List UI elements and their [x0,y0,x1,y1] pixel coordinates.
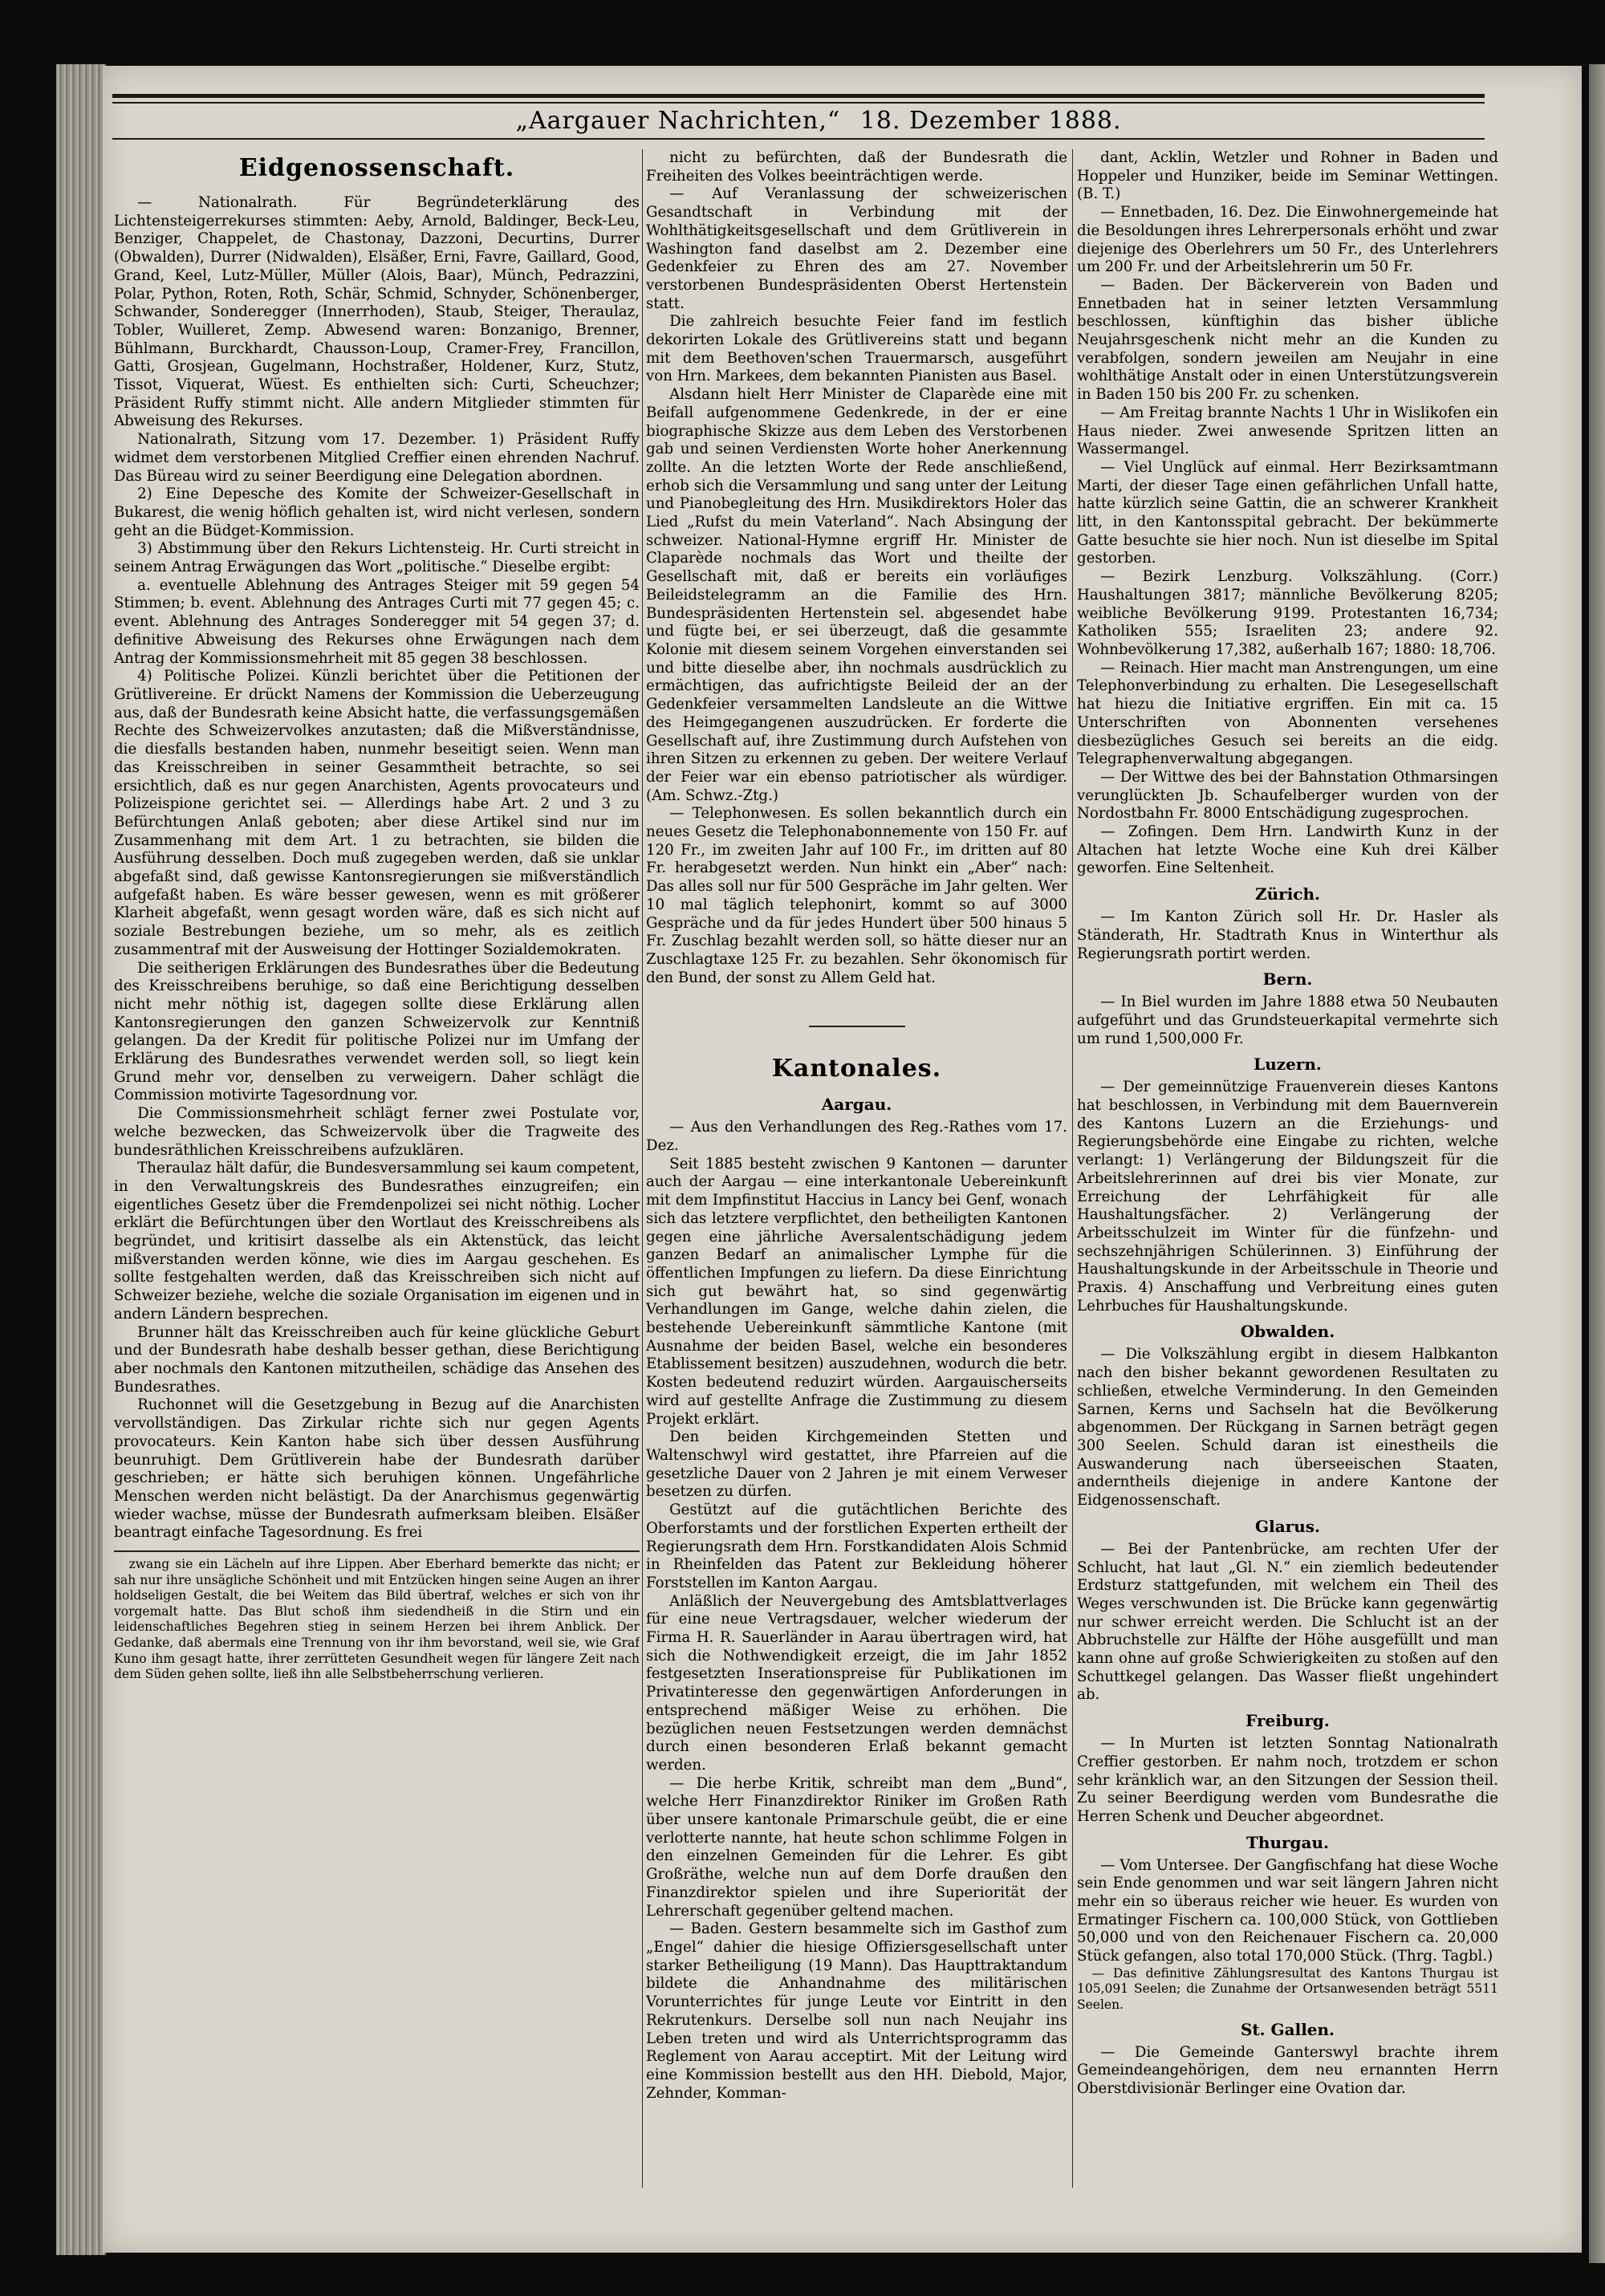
article-paragraph: Die Commissionsmehrheit schlägt ferner zwei Postulate vor, welche bezwecken, das Schweizervolk über die Tragweite des bundesräthlichen Kreisschreibens aufzuklären. [114,1105,640,1159]
article-paragraph: Den beiden Kirchgemeinden Stetten und Waltenschwyl wird gestattet, ihre Pfarreien auf die gesetzliche Dauer von 2 Jahren je mit einem Verweser besetzen zu dürfen. [646,1428,1067,1501]
article-paragraph: Gestützt auf die gutächtlichen Berichte des Oberforstamts und der forstlichen Experten ertheilt der Regierungsrath dem Hrn. Forstkandidaten Alois Schmid in Rheinfelden das Patent zur Bekleidung höherer Forststellen im Kanton Aargau. [646,1502,1067,1591]
article-paragraph: — Der gemeinnützige Frauenverein dieses Kantons hat beschlossen, in Verbindung mit dem Bauernverein des Kantons Luzern an die Erziehungs- und Regierungsbehörde eine Eingabe zu richten, welche verlangt: 1) Verlängerung der Bildungszeit für die Arbeitslehrerinnen auf drei bis vier Monate, zur Erreichung der Lehrfähigkeit für alle Haushaltungsfächer. 2) Verlängerung der Arbeitsschulzeit im Winter für die fünfzehn- und sechszehnjährigen Schülerinnen. 3) Einführung der Haushaltungskunde in der Arbeitsschule in Theorie und Praxis. 4) Anschaffung und Verbreitung eines guten Lehrbuches für Haushaltungskunde. [1077,1079,1498,1315]
section-heading-kantonales: Kantonales. [771,1055,942,1083]
article-paragraph: — Aus den Verhandlungen des Reg.-Rathes vom 17. Dez. [646,1119,1067,1155]
article-paragraph: Alsdann hielt Herr Minister de Claparède eine mit Beifall aufgenommene Gedenkrede, in der er eine biographische Skizze aus dem Leben des Verstorbenen gab und seinen Verdiensten Worte hoher Anerkennung zollte. An die letzten Worte der Rede anschließend, erhob sich die Versammlung und sang unter der Leitung und Pianobegleitung des Hrn. Musikdirektors Holer das Lied „Rufst du mein Vaterland“. Nach Absingung der schweizer. National-Hymne ergriff Hr. Minister de Claparède nochmals das Wort und theilte der Gesellschaft mit, daß er bereits ein vorläufiges Beileidstelegramm an die Familie des Hrn. Bundespräsidenten Hertenstein sel. abgesendet habe und fügte bei, er sei überzeugt, daß die gesammte Kolonie mit diesem seinem Vorgehen einverstanden sei und bitte dieselbe aber, ihn nochmals ausdrücklich zu ermächtigen, das aufrichtigste Beileid der an der Gedenkfeier versammelten Landsleute an die Wittwe des Heimgegangenen auszudrücken. Er forderte die Gesellschaft auf, ihre Zustimmung durch Aufstehen von ihren Sitzen zu erkennen zu geben. Der weitere Verlauf der Feier war ein ebenso patriotischer als würdiger. (Am. Schwz.-Ztg.) [646,386,1067,804]
masthead-rule-top [112,94,1485,98]
article-paragraph: — Vom Untersee. Der Gangfischfang hat diese Woche sein Ende genommen und war seit längern Jahren nicht mehr ein so überaus reicher wie heuer. Es wurden von Ermatinger Fischern ca. 100,000 Stück, von Gottlieben 50,000 und von den Reichenauer Fischern ca. 20,000 Stück gefangen, also total 170,000 Stück. (Thrg. Tagbl.) [1077,1856,1498,1965]
article-paragraph: — Baden. Der Bäckerverein von Baden und Ennetbaden hat in seiner letzten Versammlung beschlossen, künftighin das bisher übliche Neujahrsgeschenk nicht mehr an die Kunden zu verabfolgen, sondern jeweilen am Neujahr in eine wohlthätige Anstalt oder in einen Unterstützungsverein in Baden 150 bis 200 Fr. zu schenken. [1077,276,1498,404]
canton-heading-bern: Bern. [1262,969,1313,990]
article-paragraph: — Ennetbaden, 16. Dez. Die Einwohnergemeinde hat die Besoldungen ihres Lehrerpersonals erhöht und zwar diejenige des Oberlehrers um 50 Fr., des Unterlehrers um 200 Fr. und der Arbeitslehrerin um 50 Fr. [1077,204,1498,276]
article-paragraph: 4) Politische Polizei. Künzli berichtet über die Petitionen der Grütlivereine. Er drückt Namens der Kommission die Ueberzeugung aus, daß der Bundesrath keine Absicht hatte, die verfassungsgemäßen Rechte des Schweizervolkes anzutasten; daß die Mißverständnisse, die diesfalls bestanden haben, nunmehr beseitigt seien. Wenn man das Kreisschreiben in seiner Gesammtheit betrachte, so sei ersichtlich, daß es nur gegen Anarchisten, Agents provocateurs und Polizeispione gerichtet sei. — Allerdings habe Art. 2 und 3 zu Befürchtungen Anlaß geboten; aber diese Artikel sind nur im Zusammenhang mit dem Art. 1 zu betrachten, sie bilden die Ausführung desselben. Doch muß zugegeben werden, daß sie unklar abgefaßt sind, daß gewisse Kantonsregierungen sie mißverständlich aufgefaßt haben. Es wäre besser gewesen, wenn es mit größerer Klarheit abgefaßt, wenn gesagt worden wäre, daß es sich nicht auf soziale Bestrebungen beziehe, um so mehr, als es zeitlich zusammentraf mit der Ausweisung der Hottinger Sozialdemokraten. [114,668,640,958]
article-paragraph: — Das definitive Zählungsresultat des Kantons Thurgau ist 105,091 Seelen; die Zunahme der Ortsanwesenden beträgt 5511 Seelen. [1077,1965,1498,2013]
masthead-rule-bottom [112,138,1485,140]
column-divider [1072,149,1073,2188]
article-paragraph: — Der Wittwe des bei der Bahnstation Othmarsingen verunglückten Jb. Schaufelberger wurden von der Nordostbahn Fr. 8000 Entschädigung zugesprochen. [1077,768,1498,823]
canton-heading-obwalden: Obwalden. [1240,1322,1335,1342]
canton-heading-thurgau: Thurgau. [1246,1832,1329,1852]
article-paragraph: — Auf Veranlassung der schweizerischen Gesandtschaft in Verbindung mit der Wohlthätigkeitsgesellschaft und dem Grütliverein in Washington fand daselbst am 2. Dezember eine Gedenkfeier zu Ehren des am 27. November verstorbenen Bundespräsidenten Oberst Hertenstein statt. [646,185,1067,312]
article-paragraph: — Telephonwesen. Es sollen bekanntlich durch ein neues Gesetz die Telephonabonnemente von 150 Fr. auf 120 Fr., im zweiten Jahr auf 100 Fr., im dritten auf 80 Fr. herabgesetzt werden. Nun hinkt ein „Aber“ nach: Das alles soll nur für 500 Gespräche im Jahr gelten. Wer 10 mal täglich telephonirt, kommt so auf 3000 Gespräche und da für jedes Hundert über 500 hinaus 5 Fr. Zuschlag bezahlt werden soll, so hätte dieser nur an Zuschlagtaxe 125 Fr. zu bezahlen. Sehr ökonomisch für den Bund, der sonst zu Allem Geld hat. [646,805,1067,986]
article-paragraph: Nationalrath, Sitzung vom 17. Dezember. 1) Präsident Ruffy widmet dem verstorbenen Mitglied Creffier einen ehrenden Nachruf. Das Büreau wird zu seiner Beerdigung eine Delegation abordnen. [114,431,640,485]
feuilleton-separator [114,1550,640,1552]
section-divider [809,1026,905,1027]
article-paragraph: dant, Acklin, Wetzler und Rohner in Baden und Hoppeler und Hunziker, beide im Seminar Wettingen. (B. T.) [1077,149,1498,203]
article-paragraph: — Baden. Gestern besammelte sich im Gasthof zum „Engel“ dahier die hiesige Offiziersgesellschaft unter starker Betheiligung (19 Mann). Das Haupttraktandum bildete die Anhandnahme des militärischen Vorunterrichtes für junge Leute vor Eintritt in den Rekrutenkurs. Derselbe soll nun nach Neujahr ins Leben treten und wird als Unterrichtsprogramm das Reglement von Aarau acceptirt. Mit der Leitung wird eine Kommission bestellt aus den HH. Diebold, Major, Zehnder, Komman- [646,1920,1067,2102]
feuilleton-text: zwang sie ein Lächeln auf ihre Lippen. Aber Eberhard bemerkte das nicht; er sah nur ihre unsägliche Schönheit und mit Entzücken hingen seine Augen an ihrer holdseligen Gestalt, die bei Weitem das Bild übertraf, welches er sich von ihr vorgemalt hatte. Das Blut schoß ihm siedendheiß in die Stirn und ein leidenschaftliches Begehren stieg in seinem Herzen bei ihrem Anblick. Der Gedanke, daß abermals eine Trennung von ihr ihm bevorstand, weil sie, wie Graf Kuno ihm gesagt hatte, ihrer zerrütteten Gesundheit wegen für längere Zeit nach dem Süden gehen sollte, ließ ihn alle Selbstbeherrschung verlieren. [114,1557,640,1682]
canton-heading-st-gallen: St. Gallen. [1240,2019,1335,2039]
article-paragraph: nicht zu befürchten, daß der Bundesrath die Freiheiten des Volkes beeinträchtigen werde. [646,149,1067,185]
article-paragraph: 2) Eine Depesche des Komite der Schweizer-Gesellschaft in Bukarest, die wenig höflich gehalten ist, wird nicht verlesen, sondern geht an die Büdget-Kommission. [114,486,640,539]
article-paragraph: Die zahlreich besuchte Feier fand im festlich dekorirten Lokale des Grütlivereins statt und begann mit dem Beethoven'schen Trauermarsch, ausgeführt von Hrn. Markees, dem bekannten Pianisten aus Basel. [646,313,1067,385]
article-paragraph: — Zofingen. Dem Hrn. Landwirth Kunz in der Altachen hat letzte Woche eine Kuh drei Kälber geworfen. Eine Seltenheit. [1077,823,1498,877]
article-paragraph: — Reinach. Hier macht man Anstrengungen, um eine Telephonverbindung zu erhalten. Die Lesegesellschaft hat hiezu die Initiative ergriffen. Ein mit ca. 15 Unterschriften von Abonnenten versehenes diesbezügliches Gesuch sei bereits an die eidg. Telegraphenverwaltung abgegangen. [1077,659,1498,768]
masthead-date: 18. Dezember 1888. [859,107,1122,135]
article-paragraph: — Bezirk Lenzburg. Volkszählung. (Corr.) Haushaltungen 3817; männliche Bevölkerung 8205; weibliche Bevölkerung 9199. Protestanten 16,734; Katholiken 555; Israeliten 23; andere 92. Wohnbevölkerung 17,382, außerhalb 167; 1880: 18,706. [1077,568,1498,658]
article-paragraph: — Viel Unglück auf einmal. Herr Bezirksamtmann Marti, der dieser Tage einen gefährlichen Unfall hatte, hatte kürzlich seine Gattin, die an schwerer Krankheit litt, in den Kantonsspital gebracht. Der bekümmerte Gatte besuchte sie hier noch. Nun ist dieselbe im Spital gestorben. [1077,458,1498,567]
article-paragraph: Brunner hält das Kreisschreiben auch für keine glückliche Geburt und der Bundesrath habe deshalb besser gethan, diese Berichtigung aber nochmals den Kantonen mitzutheilen, schädige das Ansehen des Bundesrathes. [114,1323,640,1396]
article-paragraph: — Die herbe Kritik, schreibt man dem „Bund“, welche Herr Finanzdirektor Riniker im Großen Rath über unsere kantonale Primarschule geübt, die er eine verlotterte nannte, hat heute schon schlimme Folgen in den einzelnen Gemeinden für die Lehrer. Es gibt Großräthe, welche nun auf dem Dorfe draußen den Finanzdirektor spielen und ihre Superiorität der Lehrerschaft gegenüber geltend machen. [646,1774,1067,1920]
section-heading-eidgenossenschaft: Eidgenossenschaft. [238,154,515,182]
book-edge [56,64,106,2255]
canton-heading-glarus: Glarus. [1255,1516,1320,1536]
masthead-title: „Aargauer Nachrichten,“ [515,107,841,135]
page-edge-right [1589,64,1605,2263]
article-paragraph: Theraulaz hält dafür, die Bundesversammlung sei kaum competent, in den Verwaltungskreis des Bundesrathes einzugreifen; ein eigentliches Gesetz über die Fremdenpolizei sei nicht nöthig. Locher erklärt die Befürchtungen über den Wortlaut des Kreisschreibens als begründet, und kritisirt dasselbe als ein Aktenstück, das leicht mißverstanden werden könne, wie dies im Aargau geschehen. Es sollte festgehalten werden, daß das Kreisschreiben sich nicht auf Schweizer beziehe, welche die soziale Organisation im eigenen und in andern Ländern besprechen. [114,1160,640,1323]
article-paragraph: — Am Freitag brannte Nachts 1 Uhr in Wislikofen ein Haus nieder. Zwei anwesende Spritzen litten an Wassermangel. [1077,404,1498,458]
column-2 [646,149,1067,2204]
column-1 [114,149,640,2204]
article-paragraph: — Die Gemeinde Ganterswyl brachte ihrem Gemeindeangehörigen, dem neu ernannten Herrn Oberstdivisionär Berlinger eine Ovation dar. [1077,2043,1498,2098]
article-paragraph: — In Murten ist letzten Sonntag Nationalrath Creffier gestorben. Er nahm noch, trotzdem er schon sehr kränklich war, an den Sitzungen der Session theil. Zu seiner Beerdigung werden vom Bundesrathe die Herren Schenk und Deucher abgeordnet. [1077,1735,1498,1825]
canton-heading-freiburg: Freiburg. [1245,1711,1330,1731]
canton-heading-aargau: Aargau. [821,1095,892,1115]
article-paragraph: — Bei der Pantenbrücke, am rechten Ufer der Schlucht, hat laut „Gl. N.“ ein ziemlich bedeutender Erdsturz stattgefunden, mit welchem ein Theil des Weges verschwunden ist. Die Brücke kann gegenwärtig nur schwer erreicht werden. Die Schlucht ist an der Abbruchstelle zur Hälfte der Höhe ausgefüllt und man kann ohne auf große Schwierigkeiten zu stoßen auf den Schuttkegel gelangen. Das Wasser fließt ungehindert ab. [1077,1540,1498,1704]
article-paragraph: — Nationalrath. Für Begründeterklärung des Lichtensteigerrekurses stimmten: Aeby, Arnold, Baldinger, Beck-Leu, Benziger, Chappelet, de Chastonay, Dazzoni, Decurtins, Durrer (Obwalden), Durrer (Nidwalden), Elsäßer, Erni, Favre, Gaillard, Good, Grand, Keel, Lutz-Müller, Müller (Alois, Baar), Münch, Pedrazzini, Polar, Python, Roten, Roth, Schär, Schmid, Schnyder, Schönenberger, Schwander, Sonderegger (Innerrhoden), Staub, Steiger, Theraulaz, Tobler, Wuilleret, Zemp. Abwesend waren: Bonzanigo, Brenner, Bühlmann, Burckhardt, Chausson-Loup, Cramer-Frey, Francillon, Gatti, Grosjean, Gugelmann, Hochstraßer, Holdener, Kurz, Stutz, Tissot, Viquerat, Wüest. Es enthielten sich: Curti, Scheuchzer; Präsident Ruffy stimmt nicht. Alle andern Mitglieder stimmten für Abweisung des Rekurses. [114,194,640,430]
article-paragraph: — Die Volkszählung ergibt in diesem Halbkanton nach den bisher bekannt gewordenen Resultaten zu schließen, etwelche Verminderung. In den Gemeinden Sarnen, Kerns und Sachseln hat die Bevölkerung abgenommen. Der Rückgang in Sarnen beträgt gegen 300 Seelen. Schuld daran ist einestheils die Auswanderung nach überseeischen Staaten, anderntheils diejenige in andere Kantone der Eidgenossenschaft. [1077,1346,1498,1510]
canton-heading-luzern: Luzern. [1254,1055,1322,1075]
article-paragraph: Anläßlich der Neuvergebung des Amtsblattverlages für eine neue Vertragsdauer, welcher wiederum der Firma H. R. Sauerländer in Aarau übertragen wird, hat sich die Nothwendigkeit erzeigt, die im Jahr 1852 festgesetzten Inserationspreise für Publikationen im Privatinteresse den gegenwärtigen Anforderungen in entsprechend mäßiger Weise zu erhöhen. Die bezüglichen neuen Festsetzungen werden demnächst durch einen besonderen Erlaß bekannt gemacht werden. [646,1592,1067,1774]
article-paragraph: a. eventuelle Ablehnung des Antrages Steiger mit 59 gegen 54 Stimmen; b. event. Ablehnung des Antrages Curti mit 77 gegen 45; c. event. Ablehnung des Antrages Sonderegger mit 54 gegen 37; d. definitive Abweisung des Rekurses ohne Erwägungen nach dem Antrag der Kommissionsmehrheit mit 85 gegen 38 beschlossen. [114,576,640,667]
article-paragraph: — In Biel wurden im Jahre 1888 etwa 50 Neubauten aufgeführt und das Grundsteuerkapital vermehrte sich um rund 1,500,000 Fr. [1077,994,1498,1047]
masthead-rule-thin [112,102,1485,104]
canton-heading-zurich: Zürich. [1255,884,1320,904]
column-3 [1077,149,1498,2204]
article-paragraph: Die seitherigen Erklärungen des Bundesrathes über die Bedeutung des Kreisschreibens beruhige, so daß eine Berichtigung desselben nicht mehr nöthig ist, dagegen sollte diese Erklärung allen Kantonsregierungen den ganzen Schweizervolk zur Kenntniß gelangen. Da der Kredit für politische Polizei nur im Umfang der Erklärung des Bundesrathes verwendet werden soll, so liegt kein Grund mehr vor, denselben zu verweigern. Daher schlägt die Commission motivirte Tagesordnung vor. [114,959,640,1104]
article-paragraph: Seit 1885 besteht zwischen 9 Kantonen — darunter auch der Aargau — eine interkantonale Uebereinkunft mit dem Impfinstitut Haccius in Lancy bei Genf, wonach sich das letztere verpflichtet, den betheiligten Kantonen gegen eine jährliche Aversalentschädigung jedem ganzen Bedarf an animalischer Lymphe für die öffentlichen Impfungen zu liefern. Da diese Einrichtung sich gut bewährt hat, so sind gegenwärtig Verhandlungen im Gange, welche dahin zielen, die bestehende Uebereinkunft sämmtliche Kantone (mit Ausnahme der beiden Basel, welche ein besonderes Etablissement besitzen) auszudehnen, wodurch die betr. Kosten bedeutend reduzirt würden. Aargauischerseits wird auf gestellte Anfrage die Zustimmung zu diesem Projekt erklärt. [646,1155,1067,1428]
column-divider [642,149,643,2188]
article-paragraph: Ruchonnet will die Gesetzgebung in Bezug auf die Anarchisten vervollständigen. Das Zirkular richte sich nur gegen Agents provocateurs. Kein Kanton habe sich über dessen Ausführung beunruhigt. Dem Grütliverein habe der Bundesrath darüber geschrieben; er hätte sich beruhigen können. Ungefährliche Menschen werden nicht belästigt. Da der Anarchismus gegenwärtig wieder wachse, müsse der Bundesrath aufmerksam bleiben. Elsäßer beantragt einfache Tagesordnung. Es frei [114,1396,640,1542]
masthead [514,106,1124,136]
article-paragraph: 3) Abstimmung über den Rekurs Lichtensteig. Hr. Curti streicht in seinem Antrag Erwägungen das Wort „politische.“ Dieselbe ergibt: [114,540,640,576]
article-paragraph: — Im Kanton Zürich soll Hr. Dr. Hasler als Ständerath, Hr. Stadtrath Knus in Winterthur als Regierungsrath portirt werden. [1077,908,1498,962]
